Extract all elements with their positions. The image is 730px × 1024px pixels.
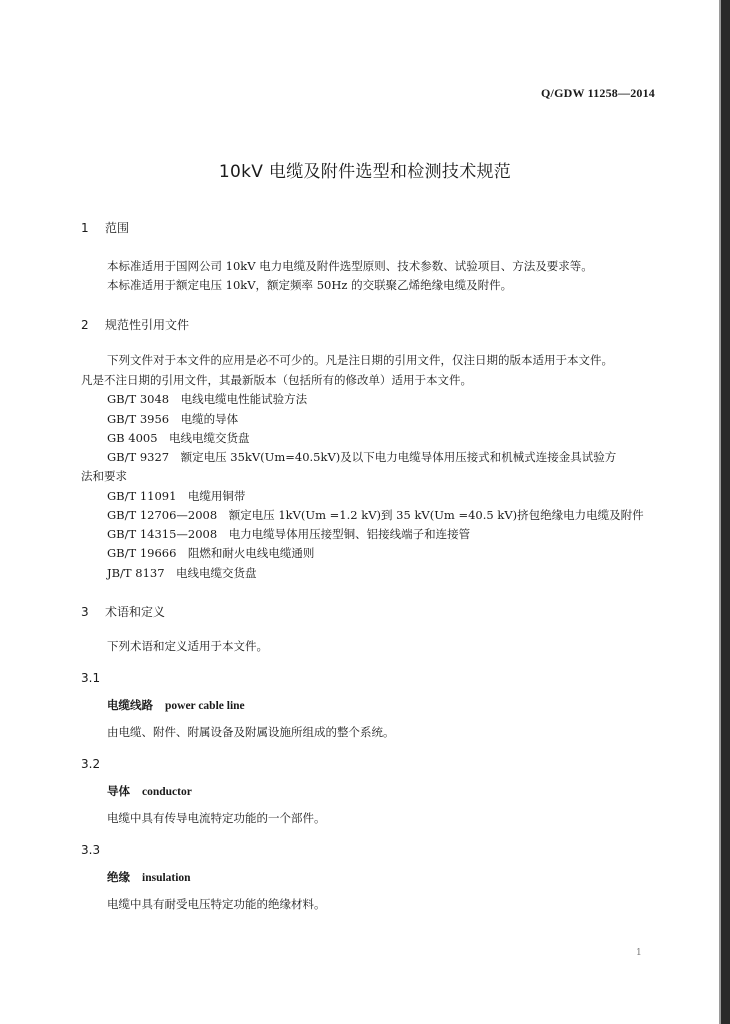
- term-definition: 由电缆、附件、附属设备及附属设施所组成的整个系统。: [107, 725, 395, 739]
- section-title: 术语和定义: [105, 605, 166, 619]
- section-number: 3: [81, 605, 89, 619]
- term-zh: 电缆线路: [107, 698, 153, 712]
- section-3-heading: [81, 603, 165, 620]
- section-title: 规范性引用文件: [105, 318, 190, 332]
- term-heading: [107, 783, 192, 799]
- document-title: 10kV 电缆及附件选型和检测技术规范: [218, 162, 512, 182]
- reference-item: GB/T 12706—2008 额定电压 1kV(Um =1.2 kV)到 35 kV(Um =40.5 kV)挤包绝缘电力电缆及附件: [107, 508, 644, 522]
- reference-item: GB/T 14315—2008 电力电缆导体用压接型铜、铝接线端子和连接管: [107, 527, 471, 541]
- section-2-heading: [81, 316, 189, 333]
- paragraph: 本标准适用于额定电压 10kV，额定频率 50Hz 的交联聚乙烯绝缘电缆及附件。: [107, 278, 513, 292]
- page-number: 1: [636, 948, 642, 958]
- term-heading: [107, 869, 191, 885]
- section-1-heading: [81, 219, 129, 236]
- paragraph: 下列文件对于本文件的应用是必不可少的。凡是注日期的引用文件，仅注日期的版本适用于本文件。: [107, 353, 613, 367]
- page-edge: [721, 0, 730, 1024]
- term-number: 3.3: [81, 843, 101, 857]
- reference-item-continuation: 法和要求: [81, 469, 127, 483]
- reference-item: JB/T 8137 电线电缆交货盘: [107, 566, 257, 580]
- reference-item: GB/T 3956 电缆的导体: [107, 412, 239, 426]
- section-number: 1: [81, 221, 89, 235]
- reference-item: GB/T 3048 电线电缆电性能试验方法: [107, 392, 308, 406]
- reference-item: GB/T 11091 电缆用铜带: [107, 489, 246, 503]
- term-number: 3.1: [81, 671, 101, 685]
- reference-item: GB/T 19666 阻燃和耐火电线电缆通则: [107, 546, 315, 560]
- term-definition: 电缆中具有传导电流特定功能的一个部件。: [107, 811, 326, 825]
- term-en: insulation: [142, 872, 191, 884]
- term-en: conductor: [142, 786, 192, 798]
- standard-number: Q/GDW 11258—2014: [541, 86, 655, 100]
- section-title: 范围: [105, 221, 130, 235]
- term-heading: [107, 697, 245, 713]
- term-number: 3.2: [81, 757, 101, 771]
- paragraph: 本标准适用于国网公司 10kV 电力电缆及附件选型原则、技术参数、试验项目、方法及要求等。: [107, 259, 593, 273]
- term-definition: 电缆中具有耐受电压特定功能的绝缘材料。: [107, 897, 326, 911]
- term-zh: 导体: [107, 784, 130, 798]
- reference-item: GB/T 9327 额定电压 35kV(Um=40.5kV)及以下电力电缆导体用压接式和机械式连接金具试验方: [107, 450, 617, 464]
- section-number: 2: [81, 318, 89, 332]
- term-en: power cable line: [165, 700, 245, 712]
- reference-item: GB 4005 电线电缆交货盘: [107, 431, 250, 445]
- paragraph: 凡是不注日期的引用文件，其最新版本（包括所有的修改单）适用于本文件。: [81, 373, 472, 387]
- paragraph: 下列术语和定义适用于本文件。: [107, 639, 268, 653]
- term-zh: 绝缘: [107, 870, 130, 884]
